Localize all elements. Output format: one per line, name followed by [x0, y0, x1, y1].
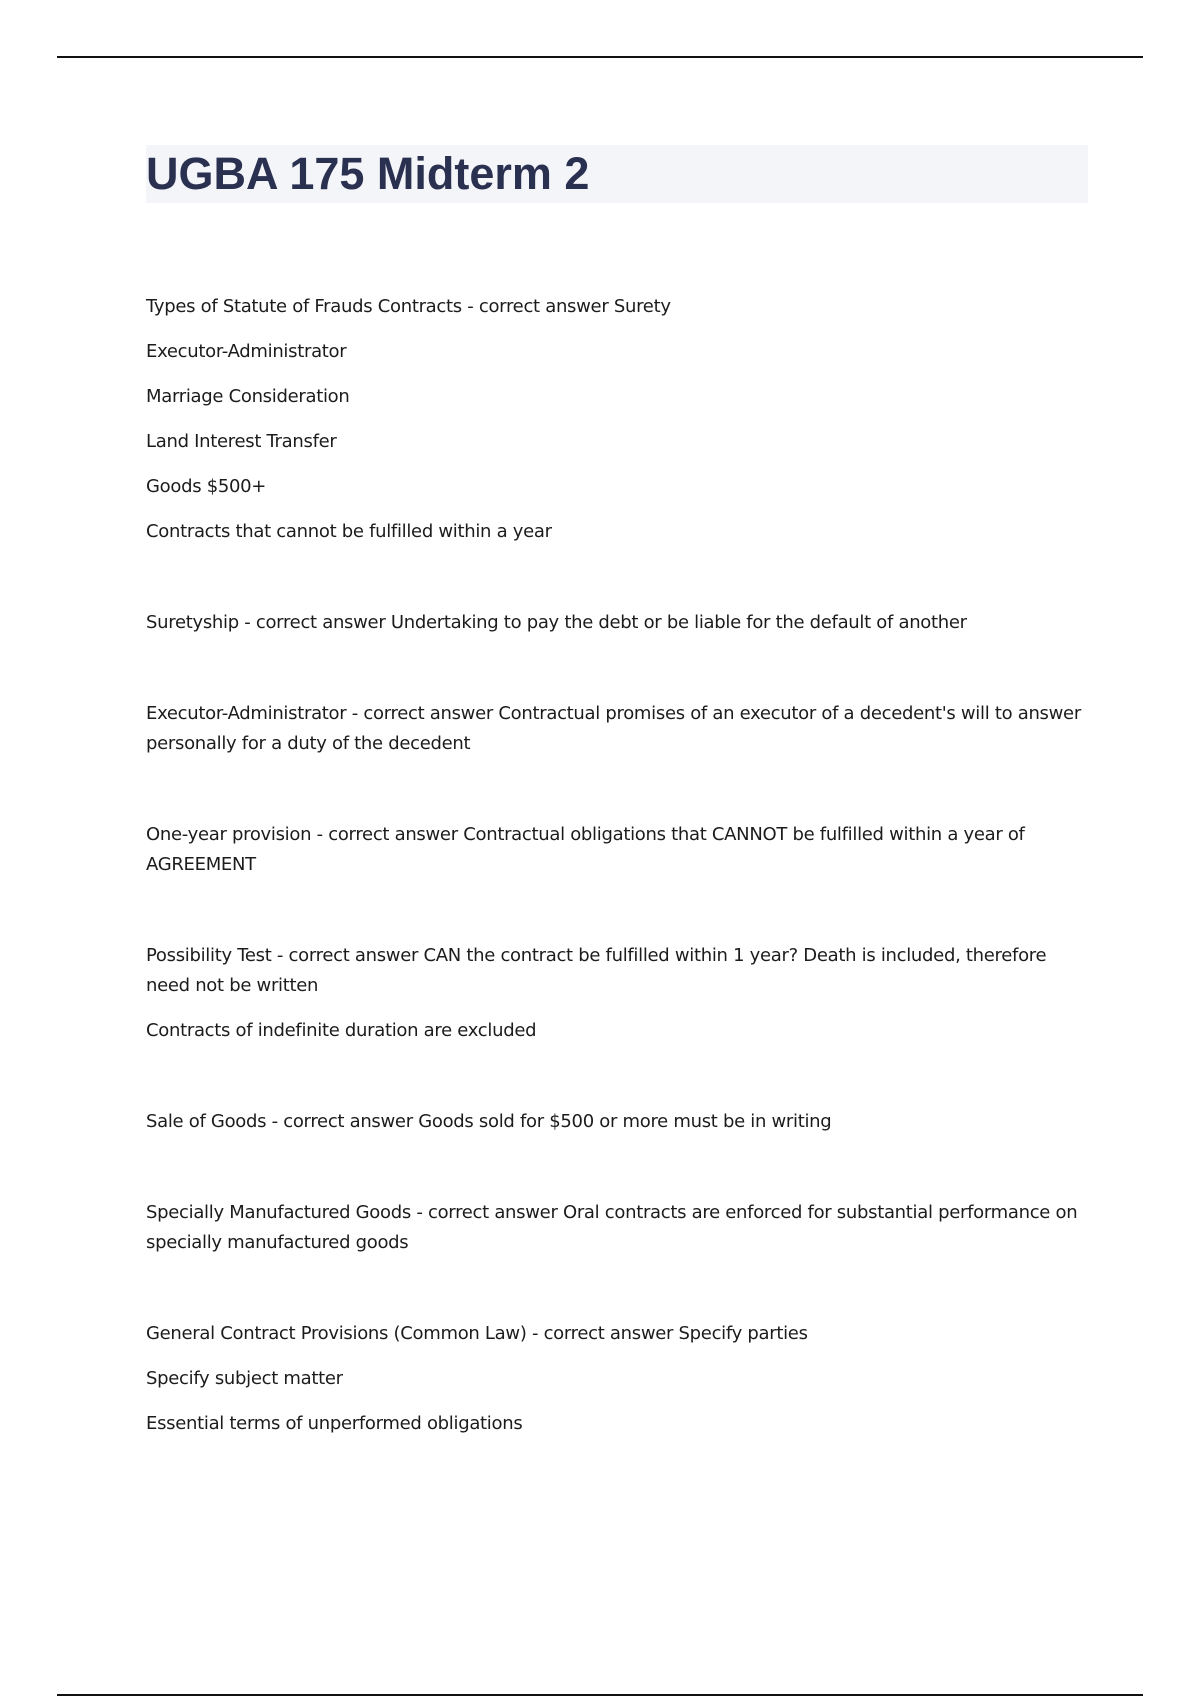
entry-line: Goods $500+ [146, 476, 267, 497]
entry-line: Suretyship - correct answer Undertaking to pay the debt or be liable for the default of another [146, 612, 967, 633]
entry-line: Marriage Consideration [146, 386, 350, 407]
qa-entry [146, 1319, 1086, 1439]
entry-line: Specially Manufactured Goods - correct answer Oral contracts are enforced for substantial performance on specially manufactured goods [146, 1202, 1078, 1253]
entry-line: Land Interest Transfer [146, 431, 337, 452]
entry-line: One-year provision - correct answer Contractual obligations that CANNOT be fulfilled within a year of AGREEMENT [146, 824, 1025, 875]
entry-line: Sale of Goods - correct answer Goods sold for $500 or more must be in writing [146, 1111, 832, 1132]
entry-line: Specify subject matter [146, 1368, 343, 1389]
entry-line: Essential terms of unperformed obligations [146, 1413, 523, 1434]
entry-line: Contracts of indefinite duration are excluded [146, 1020, 537, 1041]
qa-list [146, 292, 1086, 1439]
entry-line: Types of Statute of Frauds Contracts - correct answer Surety [146, 296, 671, 317]
entry-line: Executor-Administrator - correct answer Contractual promises of an executor of a decedent's will to answer personally for a duty of the decedent [146, 703, 1081, 754]
title-banner [146, 145, 1088, 203]
footer-rule [57, 1694, 1143, 1696]
qa-entry [146, 292, 1086, 547]
entry-line: Contracts that cannot be fulfilled within a year [146, 521, 552, 542]
header-rule [57, 56, 1143, 58]
entry-line: Possibility Test - correct answer CAN the contract be fulfilled within 1 year? Death is included, therefore need not be written [146, 945, 1047, 996]
entry-line: Executor-Administrator [146, 341, 347, 362]
qa-entry [146, 1198, 1086, 1258]
qa-entry [146, 699, 1086, 759]
entry-line: General Contract Provisions (Common Law) - correct answer Specify parties [146, 1323, 808, 1344]
qa-entry [146, 941, 1086, 1046]
qa-entry [146, 608, 1086, 638]
page-title: UGBA 175 Midterm 2 [146, 148, 590, 199]
qa-entry [146, 820, 1086, 880]
qa-entry [146, 1107, 1086, 1137]
